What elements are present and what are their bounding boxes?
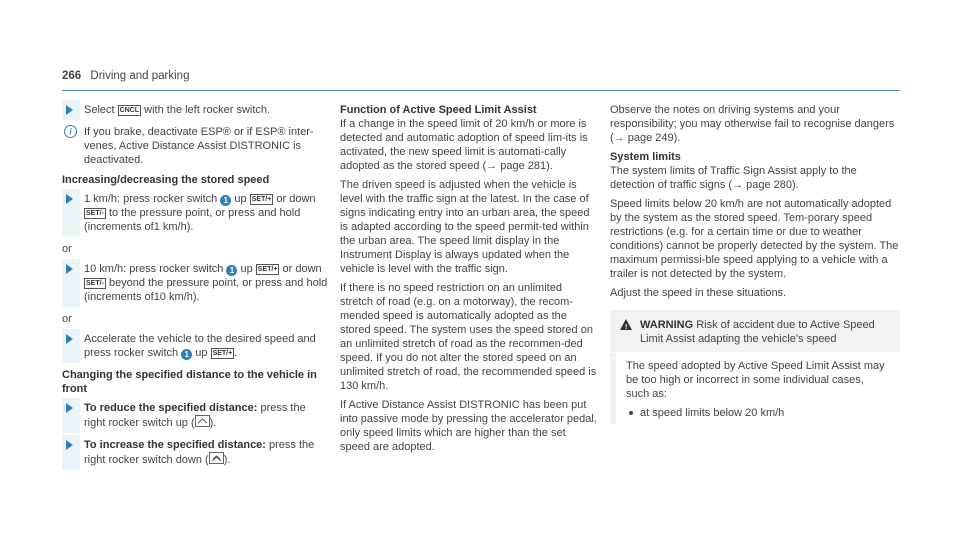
info-note: i If you brake, deactivate ESP® or if ESP® inter-venes, Active Distance Assist DISTRONIC is deactivated.	[62, 125, 328, 167]
page-number: 266	[62, 70, 82, 82]
heading-speed-limit-assist: Function of Active Speed Limit Assist	[340, 104, 537, 116]
cncl-key-icon: CNCL	[119, 107, 140, 114]
or-text: or	[62, 313, 72, 325]
paragraph: If there is no speed restriction on an unlimited stretch of road (e.g. on a motorway), the recom-mended speed is automatically adopted as the stored speed. The system uses the speed stored on an unlimited stretch of road as the recommen-ded speed. If you do not alter the stored speed on an unlimited stretch of road, the recommended speed is 130 km/h.	[340, 282, 597, 392]
warning-body	[610, 353, 900, 424]
set-minus-key-icon: SET/-	[86, 210, 104, 217]
paragraph: The driven speed is adjusted when the vehicle is level with the traffic sign at the latest. In the case of signs indicating entry into an urban area, the speed is adapted according to the speed permit-ted within the urban area. The speed limit display in the Instrument Display is always updated when the vehicle is level with the traffic sign.	[340, 179, 590, 275]
step-10kmh: 10 km/h: press rocker switch 1 up SET/+ or down SET/- beyond the pressure point, or press and hold (increments of10 km/h).	[62, 262, 328, 304]
step-arrow-icon	[66, 403, 73, 413]
set-plus-key-icon: SET/+	[212, 350, 233, 357]
step-arrow-icon	[66, 334, 73, 344]
page-header	[62, 70, 189, 82]
callout-1-icon: 1	[226, 265, 237, 276]
step-select-cncl: Select CNCL with the left rocker switch.	[62, 103, 328, 117]
rocker-up-icon	[195, 415, 210, 427]
step-1kmh: 1 km/h: press rocker switch 1 up SET/+ or down SET/- to the pressure point, or press and hold (increments of1 km/h).	[62, 192, 328, 234]
paragraph: If Active Distance Assist DISTRONIC has been put into passive mode by pressing the accelerator pedal, only speed limits which are higher than the set speed are adopted.	[340, 399, 597, 453]
heading-increase-decrease: Increasing/decreasing the stored speed	[62, 174, 270, 186]
paragraph: Adjust the speed in these situations.	[610, 287, 787, 299]
step-arrow-icon	[66, 440, 73, 450]
heading-change-distance: Changing the specified distance to the vehicle in front	[62, 369, 317, 395]
paragraph: Observe the notes on driving systems and your responsibility; you may otherwise fail to recognise dangers (→ page 249).	[610, 104, 895, 144]
step-increase-distance: To increase the specified distance: press the right rocker switch down ( ).	[62, 438, 328, 467]
warning-text: The speed adopted by Active Speed Limit Assist may be too high or incorrect in some individual cases, such as:	[626, 360, 885, 400]
column-1	[62, 103, 328, 475]
step-arrow-icon	[66, 105, 73, 115]
section-title: Driving and parking	[90, 70, 190, 82]
warning-box	[610, 310, 900, 424]
step-arrow-icon	[66, 264, 73, 274]
header-rule	[62, 90, 900, 91]
step-reduce-distance: To reduce the specified distance: press the right rocker switch up ( ).	[62, 401, 328, 430]
set-plus-key-icon: SET/+	[251, 196, 272, 203]
paragraph: The system limits of Traffic Sign Assist apply to the detection of traffic signs (→ page 280).	[610, 165, 857, 191]
heading-system-limits: System limits	[610, 151, 681, 163]
set-minus-key-icon: SET/-	[86, 280, 104, 287]
set-plus-key-icon: SET/+	[257, 266, 278, 273]
warning-label: WARNING	[640, 319, 694, 331]
callout-1-icon: 1	[181, 349, 192, 360]
column-3	[610, 103, 900, 424]
warning-title: Risk of accident due to Active Speed Limit Assist adapting the vehicle's speed	[640, 319, 875, 345]
info-icon: i	[64, 125, 77, 138]
paragraph: Speed limits below 20 km/h are not automatically adopted by the system as the stored speed. Tem-porary speed restrictions (e.g. for a certain time or due to weather conditions) cannot be properly detected by the system. The maximum permissi-ble speed applying to a vehicle with a trailer is not detected by the system.	[610, 198, 899, 280]
or-text: or	[62, 243, 72, 255]
warning-icon: !	[620, 319, 632, 330]
step-arrow-icon	[66, 194, 73, 204]
warning-header	[610, 310, 900, 353]
paragraph: If a change in the speed limit of 20 km/h or more is detected and automatic adoption of speed lim-its is activated, the new speed limit is automati-cally adopted as the stored speed (→ page 281).	[340, 118, 588, 172]
column-2	[340, 103, 598, 459]
callout-1-icon: 1	[220, 195, 231, 206]
step-accelerate: Accelerate the vehicle to the desired speed and press rocker switch 1 up SET/+ .	[62, 332, 328, 360]
list-item: at speed limits below 20 km/h	[626, 406, 890, 420]
rocker-down-icon	[209, 452, 224, 464]
